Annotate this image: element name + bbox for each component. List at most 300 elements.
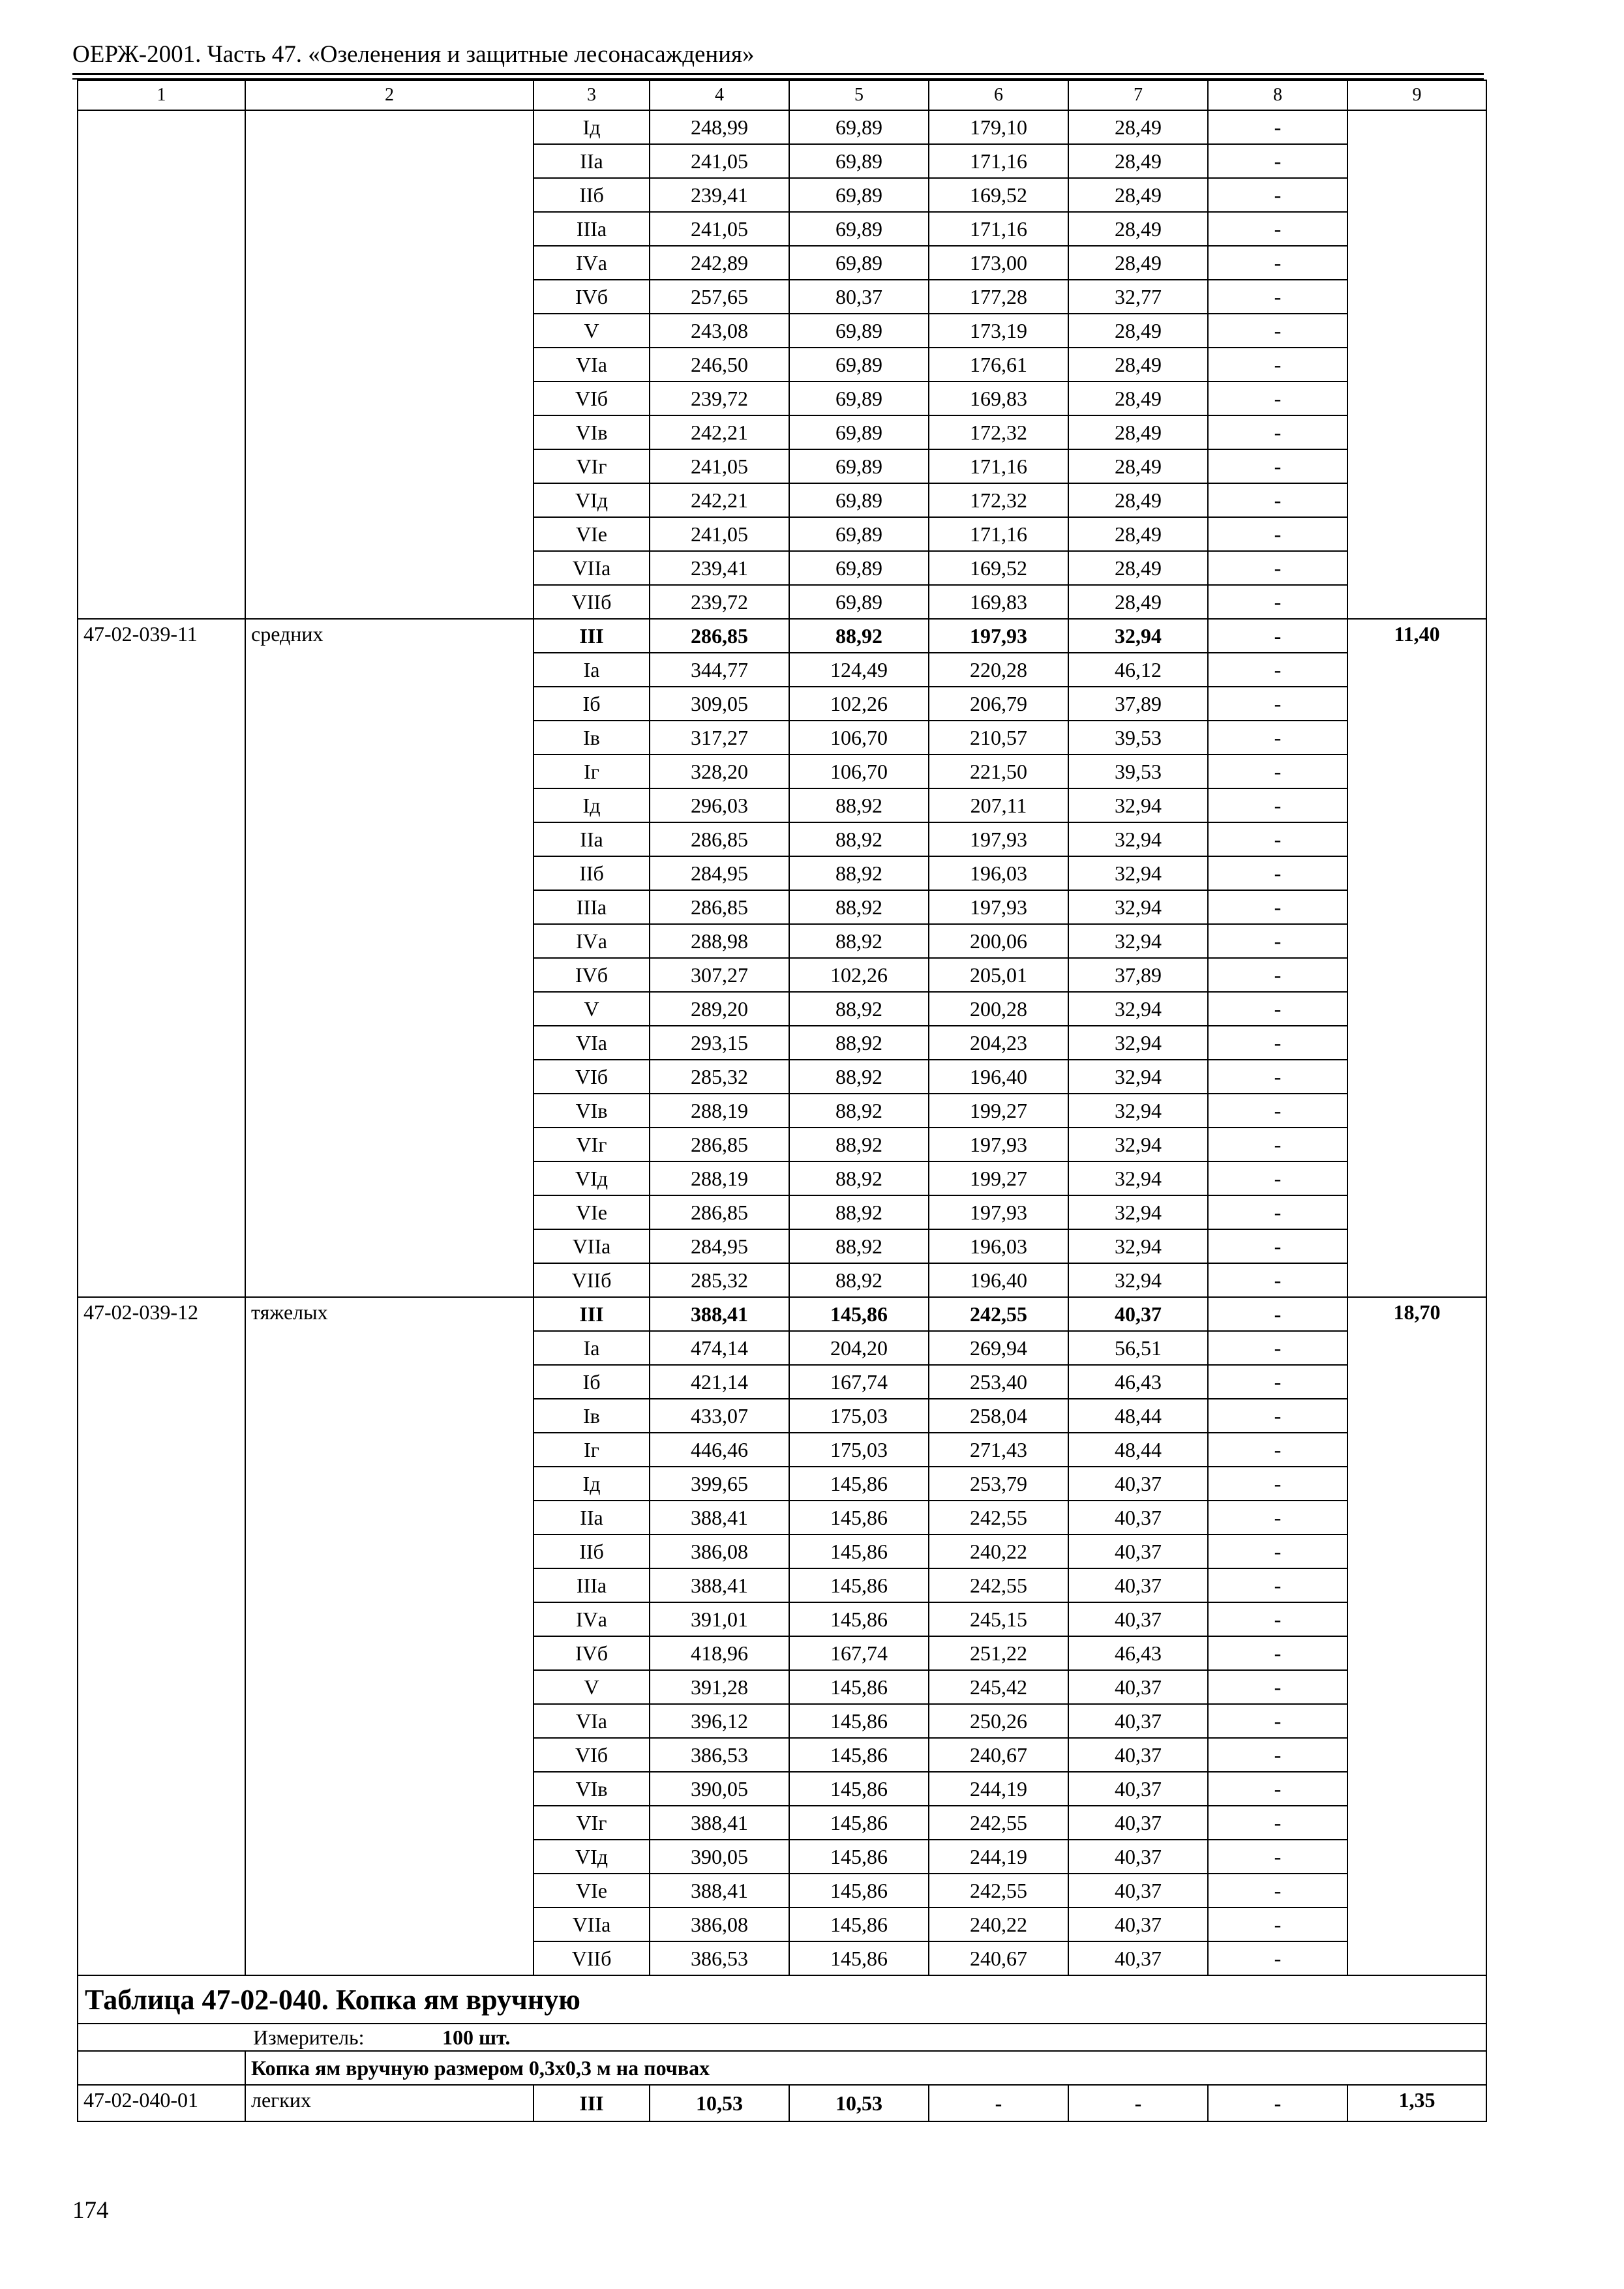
table-cell: - [1208,348,1347,382]
table-cell: 253,79 [929,1467,1068,1501]
table-cell: 210,57 [929,721,1068,755]
table-cell: - [1208,1874,1347,1908]
table-cell: 88,92 [789,1161,929,1195]
name-cell: тяжелых [245,1297,534,1975]
table-cell: 207,11 [929,788,1068,822]
table-cell: VIIб [534,585,650,619]
table-cell: - [1208,1670,1347,1704]
table-cell: 200,28 [929,992,1068,1026]
table-cell: - [1208,280,1347,314]
table-cell: VIб [534,1738,650,1772]
table-cell: 258,04 [929,1399,1068,1433]
table-cell: 145,86 [789,1467,929,1501]
table-cell: 56,51 [1068,1331,1208,1365]
table-cell: 88,92 [789,856,929,890]
table-cell: 285,32 [650,1060,789,1094]
table-cell: 196,40 [929,1060,1068,1094]
table-cell: 244,19 [929,1772,1068,1806]
column-number-cell: 9 [1347,80,1486,110]
table-cell: 28,49 [1068,348,1208,382]
table-cell: 239,72 [650,585,789,619]
table-cell: 388,41 [650,1806,789,1840]
table-cell: 124,49 [789,653,929,687]
table-cell: 39,53 [1068,755,1208,788]
table-cell: 176,61 [929,348,1068,382]
page-number: 174 [72,2197,109,2224]
table-cell: - [1208,1568,1347,1602]
table-cell: VIг [534,449,650,483]
table-cell: 46,43 [1068,1636,1208,1670]
table-cell: 241,05 [650,517,789,551]
table-cell: 10,53 [789,2085,929,2121]
table-cell: 399,65 [650,1467,789,1501]
table-cell: 288,19 [650,1161,789,1195]
table-cell: 317,27 [650,721,789,755]
table-cell: 239,41 [650,178,789,212]
table-cell: 390,05 [650,1840,789,1874]
table-cell: 40,37 [1068,1704,1208,1738]
table-cell: 40,37 [1068,1874,1208,1908]
norm-cell: 11,40 [1347,619,1486,1297]
table-cell: VIа [534,1704,650,1738]
table-cell: - [1208,1195,1347,1229]
table-cell: Iб [534,687,650,721]
table-cell: 171,16 [929,144,1068,178]
table-cell: 145,86 [789,1908,929,1941]
table-cell: 169,52 [929,178,1068,212]
table-cell: 269,94 [929,1331,1068,1365]
table-cell: 69,89 [789,382,929,415]
table-cell: 88,92 [789,1263,929,1297]
table-cell: VIг [534,1128,650,1161]
table-cell: - [929,2085,1068,2121]
table-cell: 37,89 [1068,687,1208,721]
table-cell: - [1208,1365,1347,1399]
table-cell: 169,83 [929,585,1068,619]
table-cell: - [1208,1806,1347,1840]
table-cell: 28,49 [1068,178,1208,212]
table-cell: 197,93 [929,619,1068,653]
table-cell: IIб [534,1534,650,1568]
table-cell: 284,95 [650,856,789,890]
table-cell: - [1208,1467,1347,1501]
table-cell: - [1208,1738,1347,1772]
table-row-main [78,1297,1486,1331]
table-cell: III [534,619,650,653]
table-cell: 32,94 [1068,1195,1208,1229]
table-cell: 204,23 [929,1026,1068,1060]
table-cell: 205,01 [929,958,1068,992]
table-cell: 145,86 [789,1874,929,1908]
table-cell: 145,86 [789,1772,929,1806]
table-cell: IIIа [534,1568,650,1602]
table-cell: 169,52 [929,551,1068,585]
table-heading-row [78,1975,1486,2024]
table-cell: 286,85 [650,1195,789,1229]
table-cell: Iа [534,653,650,687]
column-number-cell: 8 [1208,80,1347,110]
table-cell: - [1208,1840,1347,1874]
table-cell: 28,49 [1068,110,1208,144]
table-cell: - [1208,1297,1347,1331]
table-cell: 88,92 [789,1229,929,1263]
table-cell: 88,92 [789,822,929,856]
table-cell: IIа [534,1501,650,1534]
table-cell: 88,92 [789,1026,929,1060]
table-cell: 69,89 [789,348,929,382]
table-cell: 286,85 [650,619,789,653]
table-cell: 28,49 [1068,585,1208,619]
table-cell: 88,92 [789,619,929,653]
table-cell: VIе [534,1195,650,1229]
table-cell: 88,92 [789,1195,929,1229]
table-cell: Iд [534,788,650,822]
table-cell: 173,19 [929,314,1068,348]
table-cell: - [1208,1534,1347,1568]
table-cell: - [1208,1772,1347,1806]
table-cell: 242,21 [650,415,789,449]
table-cell: 40,37 [1068,1772,1208,1806]
table-cell: 32,94 [1068,619,1208,653]
table-cell: 206,79 [929,687,1068,721]
table-cell: 241,05 [650,144,789,178]
table-cell: 240,22 [929,1908,1068,1941]
table-cell: 145,86 [789,1840,929,1874]
table-cell: 40,37 [1068,1840,1208,1874]
table-cell: Iа [534,1331,650,1365]
table-cell: 48,44 [1068,1399,1208,1433]
table-cell: 175,03 [789,1399,929,1433]
table-cell: 240,22 [929,1534,1068,1568]
table-cell: 88,92 [789,1094,929,1128]
table-cell: 242,55 [929,1568,1068,1602]
table-cell: 169,83 [929,382,1068,415]
code-cell: 47-02-040-01 [78,2085,245,2121]
table-cell: 32,94 [1068,924,1208,958]
table-cell: 32,94 [1068,788,1208,822]
table-cell: 69,89 [789,246,929,280]
table-cell: VIа [534,348,650,382]
table-cell: VIIа [534,1908,650,1941]
table-cell: 391,01 [650,1602,789,1636]
table-cell: 145,86 [789,1704,929,1738]
table-cell: 200,06 [929,924,1068,958]
table-cell: IVа [534,246,650,280]
table-cell: 418,96 [650,1636,789,1670]
name-cell [245,110,534,619]
table-row [78,110,1486,144]
table-cell: 167,74 [789,1365,929,1399]
column-number-cell: 7 [1068,80,1208,110]
table-cell: 88,92 [789,1128,929,1161]
table-cell: 289,20 [650,992,789,1026]
table-cell: - [1208,212,1347,246]
table-cell: 241,05 [650,449,789,483]
table-cell: - [1208,924,1347,958]
table-cell: 32,94 [1068,1161,1208,1195]
table-cell: 244,19 [929,1840,1068,1874]
table-cell: IVа [534,924,650,958]
table-cell: 32,94 [1068,1094,1208,1128]
table-cell: VIа [534,1026,650,1060]
table-cell: 80,37 [789,280,929,314]
table-cell: - [1208,415,1347,449]
table-cell: - [1208,721,1347,755]
table-cell: 204,20 [789,1331,929,1365]
table-cell: - [1208,788,1347,822]
table-cell: 286,85 [650,1128,789,1161]
table-cell: 197,93 [929,890,1068,924]
table-cell: 242,89 [650,246,789,280]
table-cell: 421,14 [650,1365,789,1399]
table-cell: 88,92 [789,924,929,958]
table-cell: 240,67 [929,1941,1068,1975]
table-cell: 145,86 [789,1670,929,1704]
table-cell: 446,46 [650,1433,789,1467]
table-cell: - [1208,449,1347,483]
meter-cell [78,2024,1486,2051]
table-cell: 28,49 [1068,382,1208,415]
table-cell: 28,49 [1068,144,1208,178]
table-cell: - [1208,1399,1347,1433]
table-cell: 102,26 [789,687,929,721]
table-cell: 46,43 [1068,1365,1208,1399]
table-cell: 199,27 [929,1094,1068,1128]
table-cell: 28,49 [1068,212,1208,246]
table-cell: 220,28 [929,653,1068,687]
table-cell: 40,37 [1068,1670,1208,1704]
table-cell: 171,16 [929,212,1068,246]
table-cell: IVа [534,1602,650,1636]
table-cell: 388,41 [650,1874,789,1908]
table-cell: VIд [534,1840,650,1874]
table-cell: 177,28 [929,280,1068,314]
table-cell: - [1208,1161,1347,1195]
table-cell: 69,89 [789,517,929,551]
table-cell: VIв [534,1772,650,1806]
table-cell: - [1208,314,1347,348]
table-cell: - [1208,1094,1347,1128]
table-cell: 145,86 [789,1501,929,1534]
table-cell: 242,21 [650,483,789,517]
table-cell: 199,27 [929,1161,1068,1195]
table-cell: - [1208,1602,1347,1636]
table-cell: - [1208,585,1347,619]
table-cell: 251,22 [929,1636,1068,1670]
table-cell: 172,32 [929,483,1068,517]
table-cell: 145,86 [789,1738,929,1772]
table-cell: 242,55 [929,1874,1068,1908]
table-cell: 69,89 [789,178,929,212]
table-cell: - [1208,483,1347,517]
table-cell: - [1208,890,1347,924]
table-cell: 197,93 [929,1128,1068,1161]
table-cell: 271,43 [929,1433,1068,1467]
table-cell: 40,37 [1068,1941,1208,1975]
table-cell: - [1208,382,1347,415]
table-cell: 285,32 [650,1263,789,1297]
table-cell: IIб [534,178,650,212]
table-cell: 328,20 [650,755,789,788]
table-cell: - [1208,517,1347,551]
table-cell: 88,92 [789,1060,929,1094]
table-cell: 296,03 [650,788,789,822]
table-cell: 32,94 [1068,822,1208,856]
table-cell: - [1208,1908,1347,1941]
table-cell: IVб [534,1636,650,1670]
table-row-main [78,2085,1486,2121]
table-cell: 388,41 [650,1501,789,1534]
table-cell: - [1208,653,1347,687]
table-cell: 241,05 [650,212,789,246]
table-cell: III [534,2085,650,2121]
table-cell: 344,77 [650,653,789,687]
meter-value: 100 шт. [442,2025,511,2049]
norm-cell: 1,35 [1347,2085,1486,2121]
table-row-main [78,619,1486,653]
table-cell: 28,49 [1068,483,1208,517]
price-table [77,80,1487,2122]
table-cell: 32,94 [1068,1229,1208,1263]
table-cell: 386,53 [650,1941,789,1975]
table-cell: 28,49 [1068,314,1208,348]
table-cell: VIе [534,1874,650,1908]
table-cell: 245,42 [929,1670,1068,1704]
table-cell: 197,93 [929,1195,1068,1229]
table-cell: - [1208,178,1347,212]
table-cell: VIв [534,1094,650,1128]
table-body [78,80,1486,2121]
subheading-row [78,2051,1486,2085]
code-cell [78,110,245,619]
table-cell: 286,85 [650,822,789,856]
table-cell: - [1208,1941,1347,1975]
table-cell: 196,40 [929,1263,1068,1297]
table-cell: 388,41 [650,1568,789,1602]
table-cell: 102,26 [789,958,929,992]
table-cell: 197,93 [929,822,1068,856]
table-cell: - [1208,755,1347,788]
table-cell: 284,95 [650,1229,789,1263]
table-cell: VIб [534,382,650,415]
table-cell: 242,55 [929,1501,1068,1534]
table-cell: 474,14 [650,1331,789,1365]
table-cell: VIг [534,1806,650,1840]
table-cell: VIв [534,415,650,449]
norm-cell: 18,70 [1347,1297,1486,1975]
table-cell: 40,37 [1068,1534,1208,1568]
table-cell: 245,15 [929,1602,1068,1636]
table-cell: - [1208,619,1347,653]
table-cell: V [534,1670,650,1704]
name-cell: легких [245,2085,534,2121]
table-cell: VIIб [534,1941,650,1975]
table-cell: 240,67 [929,1738,1068,1772]
table-cell: 40,37 [1068,1908,1208,1941]
column-number-cell: 4 [650,80,789,110]
column-number-cell: 2 [245,80,534,110]
table-cell: 40,37 [1068,1602,1208,1636]
table-cell: 69,89 [789,585,929,619]
table-cell: 32,94 [1068,1128,1208,1161]
table-cell: - [1208,822,1347,856]
table-cell: 69,89 [789,449,929,483]
column-number-cell: 1 [78,80,245,110]
meter-row [78,2024,1486,2051]
column-number-cell: 3 [534,80,650,110]
table-cell: 433,07 [650,1399,789,1433]
table-cell: 37,89 [1068,958,1208,992]
norm-cell [1347,110,1486,619]
table-cell: VIе [534,517,650,551]
table-cell: VIб [534,1060,650,1094]
table-title: Таблица 47-02-040. Копка ям вручную [78,1975,1486,2024]
table-cell: - [1208,958,1347,992]
table-cell: IIа [534,822,650,856]
table-cell: 88,92 [789,890,929,924]
table-cell: Iв [534,721,650,755]
table-cell: 288,19 [650,1094,789,1128]
table-cell: 172,32 [929,415,1068,449]
table-cell: - [1208,1128,1347,1161]
table-cell: 88,92 [789,788,929,822]
table-cell: 307,27 [650,958,789,992]
table-cell: 48,44 [1068,1433,1208,1467]
table-cell: 388,41 [650,1297,789,1331]
table-cell: 242,55 [929,1806,1068,1840]
table-cell: 221,50 [929,755,1068,788]
table-cell: 396,12 [650,1704,789,1738]
table-cell: 28,49 [1068,246,1208,280]
column-number-cell: 6 [929,80,1068,110]
table-cell: 386,08 [650,1908,789,1941]
table-cell: 145,86 [789,1568,929,1602]
table-cell: 32,94 [1068,1026,1208,1060]
table-cell: Iб [534,1365,650,1399]
table-cell: 106,70 [789,755,929,788]
table-cell: 242,55 [929,1297,1068,1331]
table-cell: - [1208,1501,1347,1534]
table-cell: - [1208,2085,1347,2121]
table-cell: 69,89 [789,551,929,585]
table-cell: - [1208,687,1347,721]
table-cell: 239,72 [650,382,789,415]
table-cell: 28,49 [1068,415,1208,449]
table-cell: 40,37 [1068,1568,1208,1602]
table-cell: 145,86 [789,1297,929,1331]
table-cell: - [1208,1331,1347,1365]
table-cell: 88,92 [789,992,929,1026]
table-cell: 32,94 [1068,992,1208,1026]
table-cell: - [1208,992,1347,1026]
table-cell: Iд [534,1467,650,1501]
table-cell: 286,85 [650,890,789,924]
table-cell: 391,28 [650,1670,789,1704]
table-cell: 69,89 [789,314,929,348]
table-cell: - [1208,856,1347,890]
page-header: ОЕРЖ-2001. Часть 47. «Озеленения и защитные лесонасаждения» [72,41,755,68]
table-cell: 69,89 [789,110,929,144]
table-cell: 40,37 [1068,1467,1208,1501]
table-cell: 40,37 [1068,1806,1208,1840]
column-number-cell: 5 [789,80,929,110]
column-number-row [78,80,1486,110]
name-cell: средних [245,619,534,1297]
table-cell: VIIа [534,551,650,585]
table-cell: - [1208,110,1347,144]
table-cell: IIа [534,144,650,178]
table-cell: 248,99 [650,110,789,144]
